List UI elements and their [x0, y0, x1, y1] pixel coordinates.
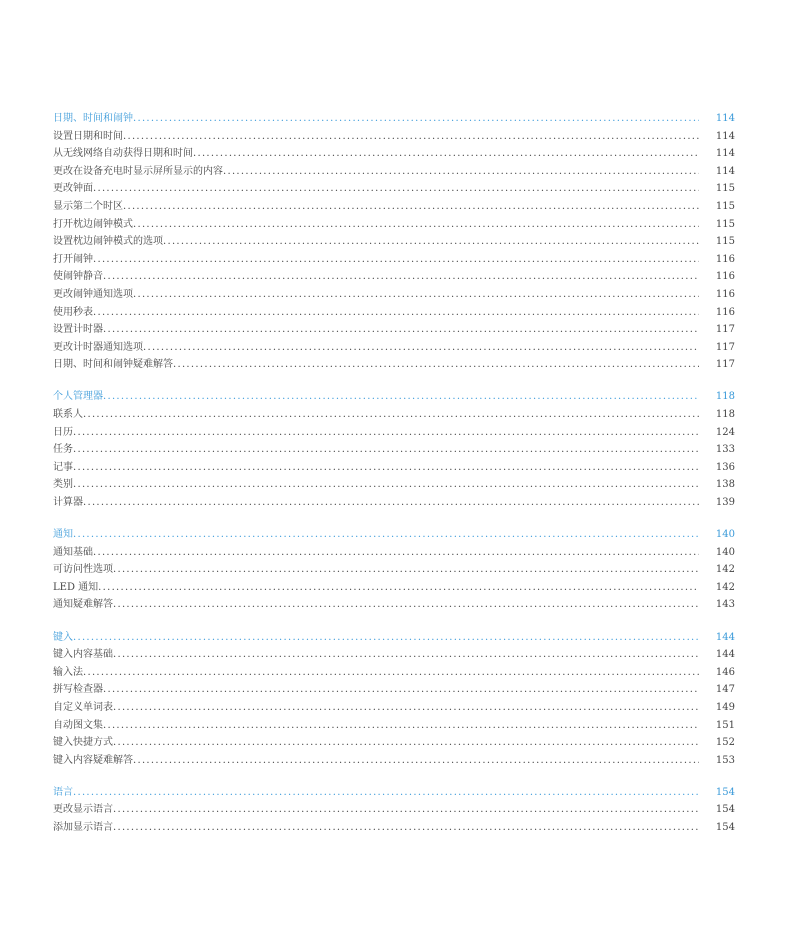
toc-entry[interactable]	[53, 128, 735, 146]
toc-entry[interactable]	[53, 286, 735, 304]
entry-title: 自定义单词表	[53, 701, 113, 713]
toc-entry[interactable]	[53, 216, 735, 234]
section-title: 键入	[53, 631, 73, 643]
entry-title: 联系人	[53, 409, 83, 420]
dot-leader	[113, 561, 699, 579]
dot-leader	[103, 321, 699, 339]
page-number: 136	[715, 461, 735, 473]
toc-section-heading[interactable]	[53, 388, 735, 406]
page-number: 117	[715, 359, 735, 371]
page-number: 116	[715, 253, 735, 265]
entry-title: 键入内容基础	[53, 649, 113, 661]
dot-leader	[103, 268, 699, 286]
dot-leader	[113, 646, 699, 664]
entry-title: 日期、时间和闹钟疑难解答	[53, 359, 173, 371]
page-number: 115	[715, 236, 735, 248]
dot-leader	[73, 424, 699, 442]
toc-entry[interactable]	[53, 180, 735, 198]
toc-section	[53, 110, 735, 374]
toc-section	[53, 526, 735, 614]
toc-entry[interactable]	[53, 664, 735, 682]
page-number: 114	[715, 148, 735, 160]
toc-entry[interactable]	[53, 268, 735, 286]
page-number: 116	[715, 271, 735, 283]
entry-title: LED 通知	[53, 581, 99, 593]
entry-title: 可访问性选项	[53, 564, 113, 576]
page-number: 151	[715, 719, 735, 731]
page-number: 114	[715, 130, 735, 142]
toc-entry[interactable]	[53, 198, 735, 216]
toc-entry[interactable]	[53, 441, 735, 459]
dot-leader	[93, 304, 699, 322]
toc-entry[interactable]	[53, 579, 735, 597]
page-number: 114	[715, 113, 735, 124]
dot-leader	[113, 596, 699, 614]
page-number: 116	[715, 288, 735, 300]
dot-leader	[113, 699, 699, 717]
page-number: 139	[715, 496, 735, 508]
dot-leader	[103, 388, 699, 406]
dot-leader	[73, 784, 699, 802]
page-number: 154	[715, 821, 735, 833]
entry-title: 日历	[53, 426, 73, 438]
toc-section	[53, 629, 735, 770]
toc-entry[interactable]	[53, 424, 735, 442]
section-title: 日期、时间和闹钟	[53, 113, 133, 124]
toc-entry[interactable]	[53, 321, 735, 339]
dot-leader	[123, 128, 699, 146]
toc-entry[interactable]	[53, 596, 735, 614]
toc-section	[53, 388, 735, 511]
entry-title: 任务	[53, 444, 73, 456]
dot-leader	[98, 579, 699, 597]
entry-title: 键入内容疑难解答	[53, 754, 133, 766]
dot-leader	[83, 406, 699, 424]
dot-leader	[163, 233, 699, 251]
toc-entry[interactable]	[53, 494, 735, 512]
entry-title: 设置计时器	[53, 324, 103, 336]
page-number: 117	[715, 341, 735, 353]
dot-leader	[73, 459, 699, 477]
dot-leader	[73, 629, 699, 647]
toc-entry[interactable]	[53, 339, 735, 357]
section-title: 通知	[53, 529, 73, 541]
page-number: 153	[715, 754, 735, 766]
dot-leader	[93, 180, 699, 198]
page-number: 140	[715, 529, 735, 541]
table-of-contents	[53, 110, 735, 851]
toc-entry[interactable]	[53, 734, 735, 752]
entry-title: 使用秒表	[53, 306, 93, 318]
entry-title: 拼写检查器	[53, 684, 103, 696]
dot-leader	[223, 163, 699, 181]
toc-entry[interactable]	[53, 646, 735, 664]
entry-title: 通知基础	[53, 546, 93, 558]
dot-leader	[113, 819, 699, 837]
page-number: 118	[715, 409, 735, 420]
dot-leader	[143, 339, 699, 357]
page-number: 144	[715, 649, 735, 661]
toc-entry[interactable]	[53, 819, 735, 837]
dot-leader	[73, 476, 699, 494]
toc-entry[interactable]	[53, 233, 735, 251]
dot-leader	[173, 356, 699, 374]
entry-title: 键入快捷方式	[53, 737, 113, 749]
toc-entry[interactable]	[53, 544, 735, 562]
toc-section-heading[interactable]	[53, 629, 735, 647]
page-number: 142	[715, 564, 735, 576]
entry-title: 自动图文集	[53, 719, 103, 731]
toc-entry[interactable]	[53, 163, 735, 181]
entry-title: 打开闹钟	[53, 253, 93, 265]
page-number: 146	[715, 666, 735, 678]
section-title: 语言	[53, 786, 73, 798]
page-number: 140	[715, 546, 735, 558]
toc-section-heading[interactable]	[53, 526, 735, 544]
entry-title: 使闹钟静音	[53, 271, 103, 283]
dot-leader	[103, 717, 699, 735]
toc-entry[interactable]	[53, 801, 735, 819]
page-number: 154	[715, 804, 735, 816]
page-number: 115	[715, 218, 735, 230]
dot-leader	[93, 251, 699, 269]
dot-leader	[103, 681, 699, 699]
entry-title: 更改钟面	[53, 183, 93, 195]
toc-entry[interactable]	[53, 752, 735, 770]
page-number: 144	[715, 631, 735, 643]
entry-title: 通知疑难解答	[53, 599, 113, 611]
toc-entry[interactable]	[53, 406, 735, 424]
dot-leader	[113, 734, 699, 752]
entry-title: 更改闹钟通知选项	[53, 288, 133, 300]
page-number: 115	[715, 183, 735, 195]
entry-title: 添加显示语言	[53, 821, 113, 833]
entry-title: 更改显示语言	[53, 804, 113, 816]
entry-title: 计算器	[53, 496, 83, 508]
toc-entry[interactable]	[53, 304, 735, 322]
toc-entry[interactable]	[53, 476, 735, 494]
page-number: 124	[715, 426, 735, 438]
entry-title: 更改在设备充电时显示屏所显示的内容	[53, 165, 223, 177]
dot-leader	[93, 544, 699, 562]
toc-entry[interactable]	[53, 145, 735, 163]
dot-leader	[83, 494, 699, 512]
entry-title: 输入法	[53, 666, 83, 678]
entry-title: 设置日期和时间	[53, 130, 123, 142]
page-number: 115	[715, 200, 735, 212]
entry-title: 显示第二个时区	[53, 200, 123, 212]
page-number: 142	[715, 581, 735, 593]
page-number: 117	[715, 324, 735, 336]
dot-leader	[83, 664, 699, 682]
toc-section-heading[interactable]	[53, 110, 735, 128]
dot-leader	[123, 198, 699, 216]
dot-leader	[133, 286, 699, 304]
section-title: 个人管理器	[53, 391, 103, 403]
dot-leader	[133, 110, 699, 128]
entry-title: 更改计时器通知选项	[53, 341, 143, 353]
page-number: 114	[715, 165, 735, 177]
page-number: 154	[715, 786, 735, 798]
page-number: 143	[715, 599, 735, 611]
dot-leader	[113, 801, 699, 819]
toc-entry[interactable]	[53, 251, 735, 269]
dot-leader	[133, 216, 699, 234]
page-number: 118	[715, 391, 735, 403]
toc-section	[53, 784, 735, 837]
page-number: 152	[715, 737, 735, 749]
page-number: 149	[715, 701, 735, 713]
entry-title: 设置枕边闹钟模式的选项	[53, 236, 163, 248]
toc-entry[interactable]	[53, 717, 735, 735]
entry-title: 记事	[53, 461, 73, 473]
toc-entry[interactable]	[53, 561, 735, 579]
dot-leader	[73, 441, 699, 459]
page-number: 147	[715, 684, 735, 696]
dot-leader	[73, 526, 699, 544]
toc-entry[interactable]	[53, 699, 735, 717]
entry-title: 类别	[53, 479, 73, 491]
page-number: 138	[715, 479, 735, 491]
toc-section-heading[interactable]	[53, 784, 735, 802]
toc-entry[interactable]	[53, 459, 735, 477]
dot-leader	[133, 752, 699, 770]
toc-entry[interactable]	[53, 356, 735, 374]
dot-leader	[193, 145, 699, 163]
entry-title: 打开枕边闹钟模式	[53, 218, 133, 230]
page-number: 133	[715, 444, 735, 456]
entry-title: 从无线网络自动获得日期和时间	[53, 148, 193, 160]
toc-entry[interactable]	[53, 681, 735, 699]
page-number: 116	[715, 306, 735, 318]
